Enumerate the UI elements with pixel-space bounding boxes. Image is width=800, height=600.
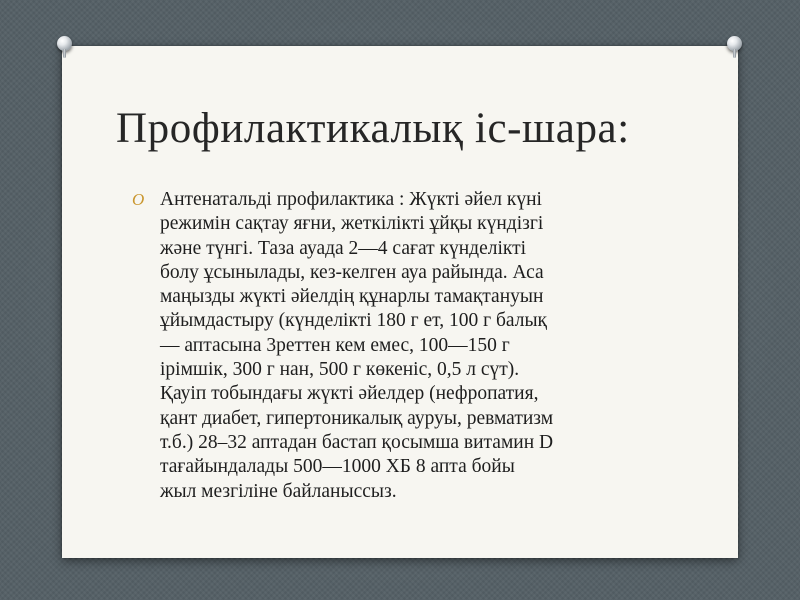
bullet-text-line: Антенатальді профилактика : Жүкті әйел күні (160, 189, 542, 210)
bullet-marker: O (132, 190, 145, 209)
bullet-text-line: т.б.) 28–32 аптадан бастап қосымша витамин D (160, 431, 554, 453)
bullet-text (160, 188, 672, 504)
bullet-text-line: тағайындалады 500—1000 ХБ 8 апта бойы (160, 456, 515, 478)
bullet-text-line: маңызды жүкті әйелдің құнарлы тамақтануын (160, 286, 544, 308)
pushpin-icon (727, 36, 742, 51)
pushpin-icon (57, 36, 72, 51)
bullet-text-line: ірімшік, 300 г нан, 500 г көкеніс, 0,5 л сүт). (160, 359, 520, 381)
slide-title: Профилактикалық іс-шара: (116, 105, 630, 152)
bullet-text-line: және түнгі. Таза ауада 2—4 сағат күнделікті (160, 237, 527, 259)
bullet-text-line: ұйымдастыру (күнделікті 180 г ет, 100 г балық (160, 310, 548, 332)
bullet-text-line: — аптасына 3реттен кем емес, 100—150 г (160, 334, 510, 356)
bullet-text-line: болу ұсынылады, кез-келген ауа райында. Аса (160, 261, 544, 283)
bullet-text-line: Қауіп тобындағы жүкті әйелдер (нефропатия, (160, 383, 539, 405)
bullet-text-line: жыл мезгіліне байланыссыз. (160, 480, 397, 502)
bullet-text-line: режимін сақтау яғни, жеткілікті ұйқы күндізгі (160, 213, 544, 235)
bullet-text-line: қант диабет, гипертоникалық ауруы, ревматизм (160, 407, 554, 429)
